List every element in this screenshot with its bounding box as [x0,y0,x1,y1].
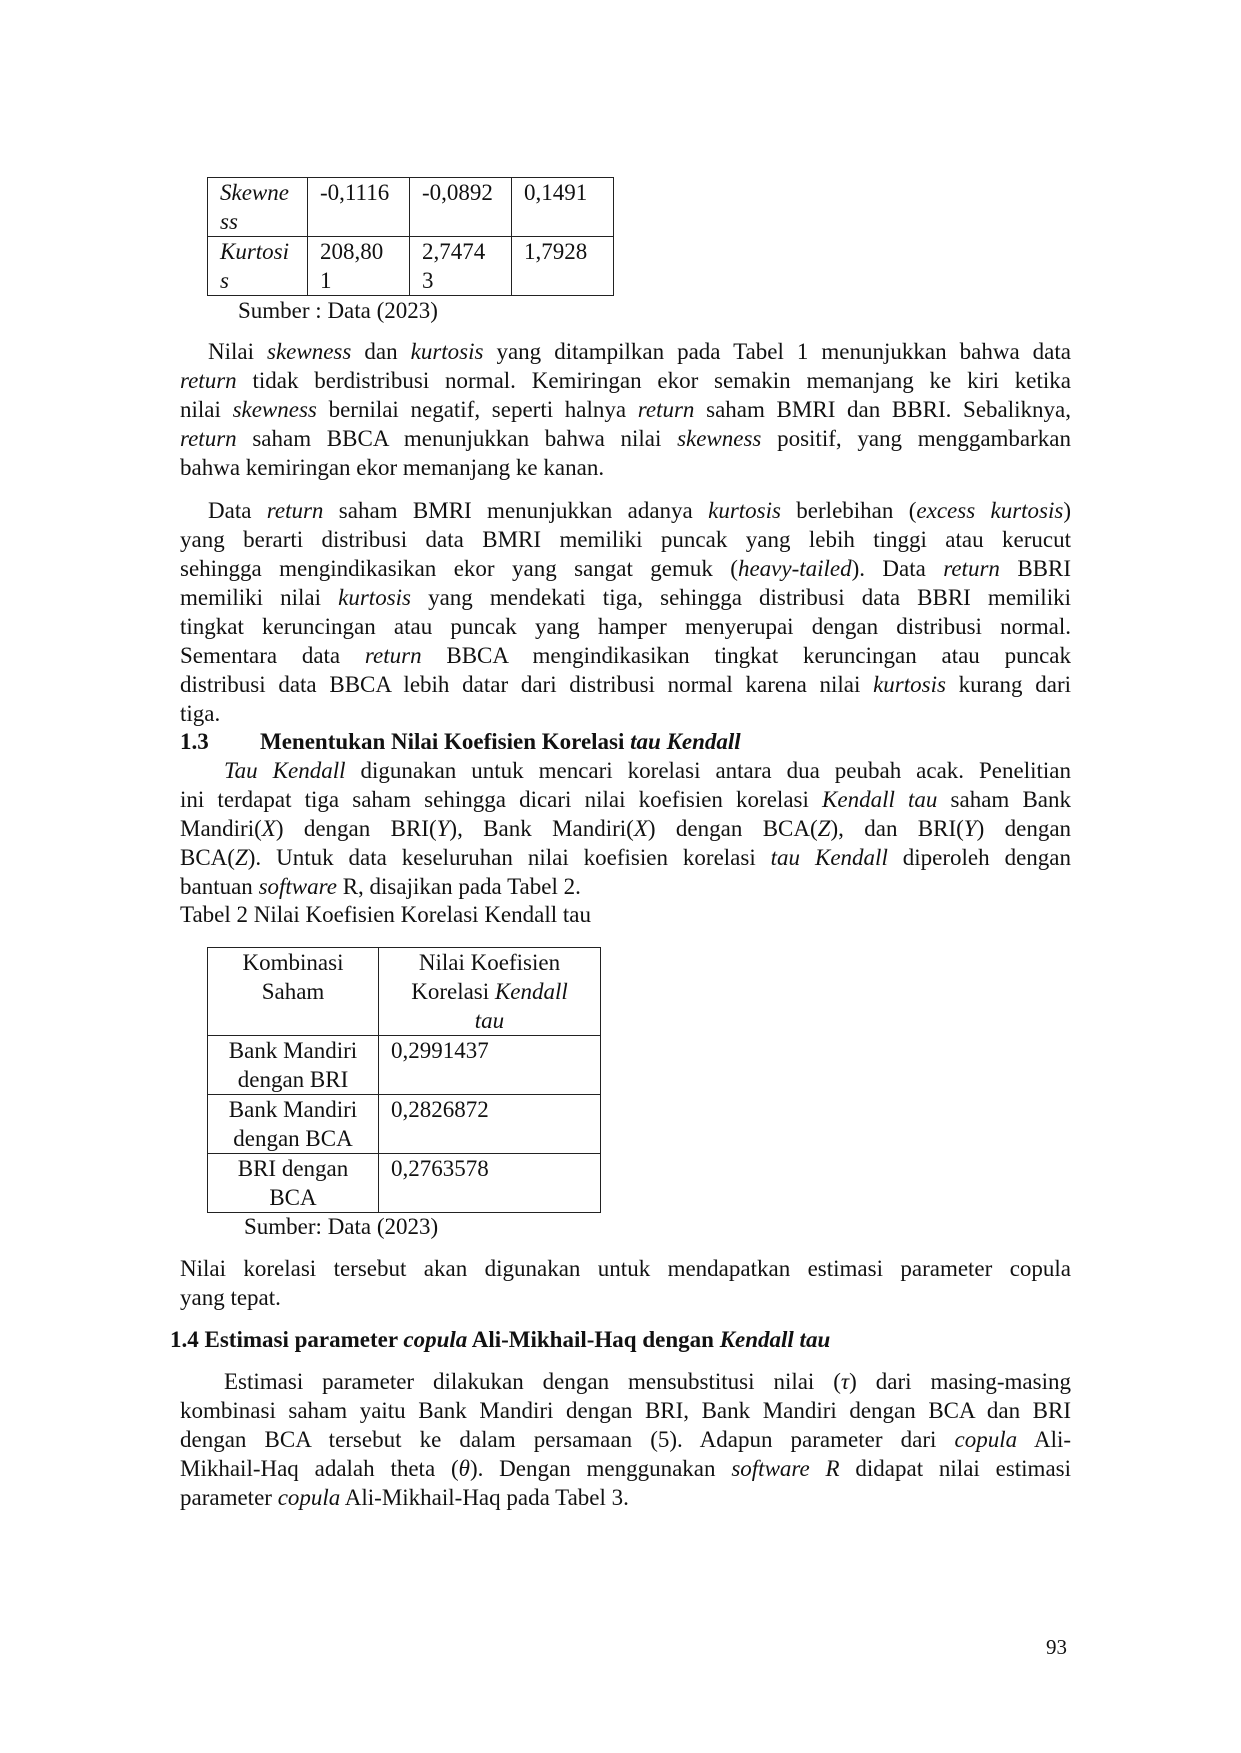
text-run: return [943,556,1000,581]
text-line [180,395,1071,424]
table-row [208,178,614,237]
text-line [180,1425,1071,1454]
text-run: ), dan BRI( [830,816,964,841]
text-run: saham BBCA menunjukkan bahwa nilai [236,426,678,451]
text-run: ). Data [851,556,944,581]
text-run: Kendall tau [719,1327,831,1352]
text-run: software R [731,1456,840,1481]
text-run: ) dengan [976,816,1071,841]
text-run: tingkat keruncingan atau puncak yang hamper menyerupai dengan distribusi normal. [180,614,1071,639]
text-line [224,1367,1071,1396]
value-cell: 0,2763578 [379,1154,601,1213]
text-run: copula [403,1327,468,1352]
text-run: Ali-Mikhail-Haq pada Tabel 3. [340,1485,629,1510]
text-line [180,1454,1071,1483]
text-run: BBCA mengindikasikan tingkat keruncingan atau puncak [421,643,1071,668]
text-line [180,785,1071,814]
text-line [180,525,1071,554]
text-run: excess kurtosis [916,498,1064,523]
text-run: yang ditampilkan pada Tabel 1 menunjukkan bahwa data [483,339,1071,364]
text-run: Ali-Mikhail-Haq dengan [467,1327,720,1352]
text-line [180,612,1071,641]
text-run: copula [277,1485,341,1510]
text-run: bahwa kemiringan ekor memanjang ke kanan. [180,455,605,480]
text-run: skewness [232,397,317,422]
text-run: ). Untuk data keseluruhan nilai koefisien korelasi [247,845,771,870]
text-run: Kendall tau [822,787,938,812]
text-run: kombinasi saham yaitu Bank Mandiri dengan BRI, Bank Mandiri dengan BCA dan BRI [180,1398,1071,1423]
text-run: berlebihan ( [780,498,917,523]
table-2 [207,947,601,1213]
text-run: Data [208,498,267,523]
text-run: yang tepat. [180,1285,281,1310]
text-run: Z [817,816,831,841]
text-run: return [637,397,695,422]
text-run: saham Bank [937,787,1071,812]
text-run: distribusi data BBCA lebih datar dari distribusi normal karena nilai [180,672,874,697]
text-run: X [261,816,276,841]
text-run: BBRI [999,556,1071,581]
table-1 [207,177,614,296]
text-run: Mandiri( [180,816,262,841]
text-run: ) dengan BCA( [647,816,818,841]
pair-cell: Bank Mandiri dengan BCA [208,1095,379,1154]
text-line [208,337,1071,366]
table-row [208,1036,601,1095]
header-koefisien: Nilai Koefisien Korelasi Kendall tau [379,948,601,1036]
pair-cell: BRI dengan BCA [208,1154,379,1213]
text-run: yang mendekati tiga, sehingga distribusi data BBRI memiliki [410,585,1071,610]
text-line [180,366,1071,395]
text-run: Tau Kendall [224,758,346,783]
text-run: return [180,426,237,451]
header-kombinasi: Kombinasi Saham [208,948,379,1036]
row-label: Skewne ss [208,178,308,237]
section-title: Menentukan Nilai Koefisien Korelasi tau Kendall [260,729,741,754]
text-run: skewness [267,339,352,364]
text-run: bernilai negatif, seperti halnya [316,397,638,422]
text-run: ) [1063,498,1071,523]
text-line [180,670,1071,699]
text-line [180,843,1071,872]
text-run: memiliki nilai [180,585,339,610]
text-run: parameter [180,1485,278,1510]
text-run: tidak berdistribusi normal. Kemiringan ekor semakin memanjang ke kiri ketika [236,368,1071,393]
section-heading-1-4 [170,1325,830,1354]
table-row [208,237,614,296]
table-cell: 1,7928 [512,237,614,296]
text-run: yang berarti distribusi data BMRI memiliki puncak yang lebih tinggi atau kerucut [180,527,1071,552]
text-run: dan [351,339,411,364]
text-run: kurtosis [338,585,411,610]
text-line [208,496,1071,525]
table-2-caption: Tabel 2 Nilai Koefisien Korelasi Kendall tau [180,902,591,927]
text-run: Z [234,845,248,870]
text-line [180,1283,1071,1312]
text-run: Y [963,816,977,841]
text-run: return [364,643,422,668]
pair-cell: Bank Mandiri dengan BRI [208,1036,379,1095]
text-line [180,699,1071,728]
text-run: saham BMRI menunjukkan adanya [323,498,709,523]
text-run: Mikhail-Haq adalah theta ( [180,1456,459,1481]
text-line [180,1483,1071,1512]
text-run: ). Dengan menggunakan [469,1456,732,1481]
text-run: Y [436,816,450,841]
text-line [224,756,1071,785]
text-run: τ [840,1369,850,1394]
value-cell: 0,2826872 [379,1095,601,1154]
table-2-source: Sumber: Data (2023) [244,1214,439,1239]
table-cell: -0,0892 [410,178,512,237]
text-line [180,424,1071,453]
text-run: dengan BCA tersebut ke dalam persamaan (5). Adapun parameter dari [180,1427,955,1452]
text-run: ini terdapat tiga saham sehingga dicari nilai koefisien korelasi [180,787,823,812]
table-header-row [208,948,601,1036]
text-run: tau Kendall [770,845,888,870]
text-run: return [180,368,237,393]
text-run: Nilai korelasi tersebut akan digunakan untuk mendapatkan estimasi parameter copula [180,1256,1071,1281]
text-line [180,453,1071,482]
text-run: θ [458,1456,470,1481]
value-cell: 0,2991437 [379,1036,601,1095]
text-run: kurtosis [410,339,484,364]
table-row [208,1095,601,1154]
text-run: software [258,874,337,899]
table-cell: 0,1491 [512,178,614,237]
text-run: saham BMRI dan BBRI. Sebaliknya, [694,397,1071,422]
text-run: Sementara data [180,643,365,668]
text-run: skewness [677,426,762,451]
text-line [180,1396,1071,1425]
text-run: tiga. [180,701,221,726]
text-run: nilai [180,397,233,422]
table-1-source: Sumber : Data (2023) [238,298,438,323]
section-number: 1.3 [180,729,209,754]
text-run: kurtosis [708,498,781,523]
section-heading-1-3 [180,727,741,756]
text-run: sehingga mengindikasikan ekor yang sangat gemuk ( [180,556,738,581]
table-row [208,1154,601,1213]
text-run: Nilai [208,339,268,364]
text-run: X [633,816,648,841]
text-run: Estimasi parameter dilakukan dengan mensubstitusi nilai ( [224,1369,841,1394]
text-line [180,554,1071,583]
text-run: ) dari masing-masing [849,1369,1071,1394]
text-line [180,872,1071,901]
text-run: kurtosis [873,672,946,697]
text-run: bantuan [180,874,259,899]
table-cell: 2,7474 3 [410,237,512,296]
text-run: BCA( [180,845,235,870]
row-label: Kurtosi s [208,237,308,296]
text-run: return [266,498,324,523]
text-run: kurang dari [945,672,1071,697]
text-run: 1.4 Estimasi parameter [170,1327,404,1352]
text-line [180,641,1071,670]
text-run: digunakan untuk mencari korelasi antara dua peubah acak. Penelitian [345,758,1071,783]
page-number: 93 [1046,1635,1067,1659]
text-run: positif, yang menggambarkan [761,426,1071,451]
table-cell: -0,1116 [308,178,410,237]
text-run: ), Bank Mandiri( [449,816,634,841]
text-run: didapat nilai estimasi [839,1456,1071,1481]
table-cell: 208,80 1 [308,237,410,296]
text-line [180,1254,1071,1283]
text-line [180,814,1071,843]
text-line [180,583,1071,612]
text-run: Ali- [1017,1427,1071,1452]
text-run: R, disajikan pada Tabel 2. [336,874,581,899]
text-run: heavy-tailed [737,556,852,581]
text-run: ) dengan BRI( [275,816,437,841]
text-run: copula [954,1427,1018,1452]
text-run: diperoleh dengan [887,845,1071,870]
